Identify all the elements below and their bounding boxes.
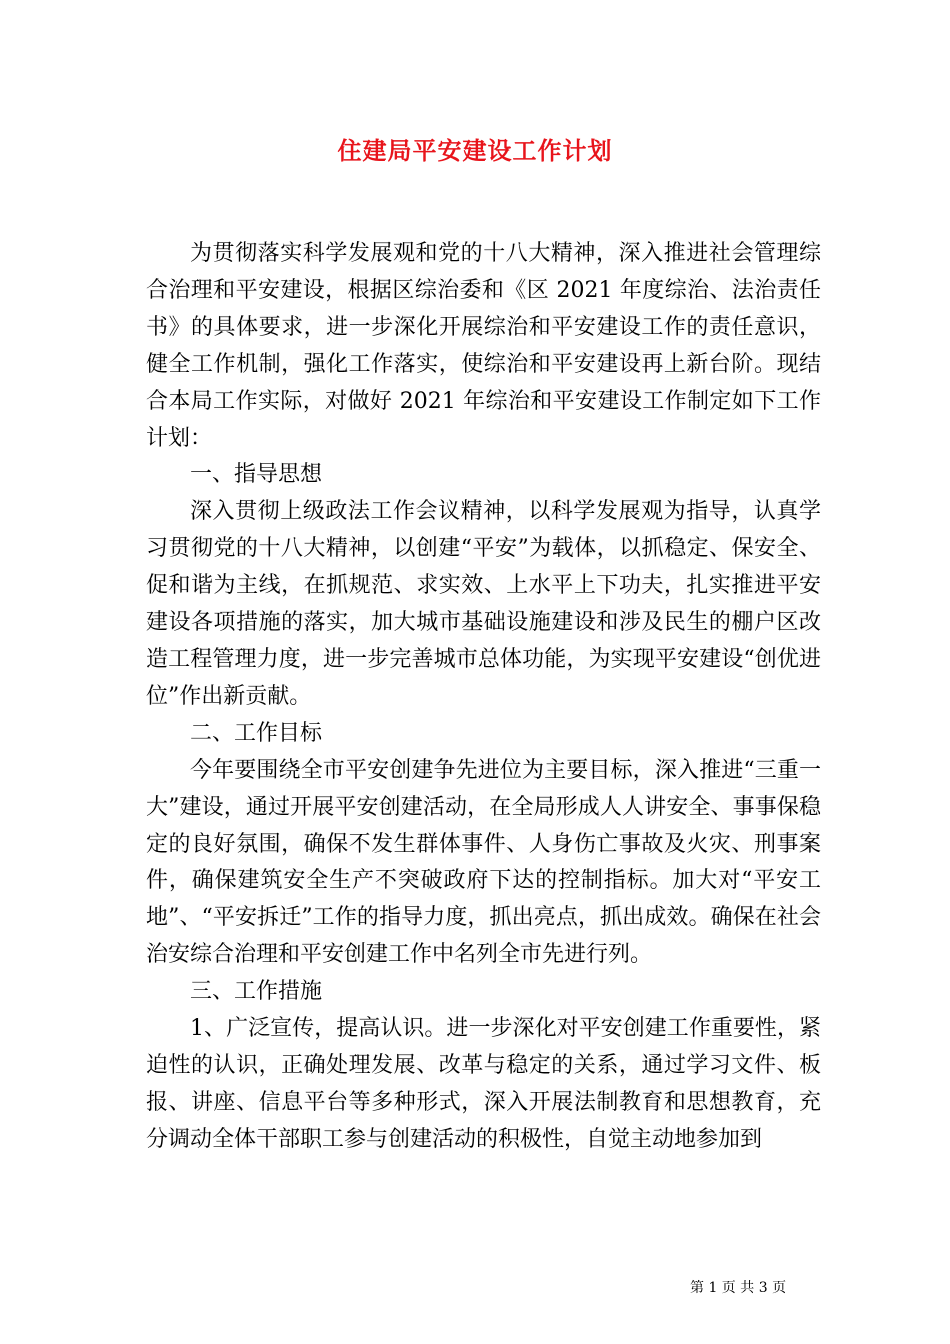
paragraph-guiding-ideology: 深入贯彻上级政法工作会议精神，以科学发展观为指导，认真学习贯彻党的十八大精神，以创建“平安”为载体，以抓稳定、保安全、促和谐为主线，在抓规范、求实效、上水平上下功夫，扎实推进平安建设各项措施的落实，加大城市基础设施建设和涉及民生的棚户区改造工程管理力度，进一步完善城市总体功能，为实现平安建设“创优进位”作出新贡献。 (146, 499, 821, 709)
page-number-footer: 第 1 页 共 3 页 (690, 1280, 787, 1296)
section-heading-work-goals: 二、工作目标 (190, 720, 323, 746)
paragraph-work-goals: 今年要围绕全市平安创建争先进位为主要目标，深入推进“三重一大”建设，通过开展平安创建活动，在全局形成人人讲安全、事事保稳定的良好氛围，确保不发生群体事件、人身伤亡事故及火灾、刑事案件，确保建筑安全生产不突破政府下达的控制指标。加大对“平安工地”、“平安拆迁”工作的指导力度，抓出亮点，抓出成效。确保在社会治安综合治理和平安创建工作中名列全市先进行列。 (146, 757, 821, 968)
paragraph-measure-1: 1、广泛宣传，提高认识。进一步深化对平安创建工作重要性，紧迫性的认识，正确处理发展、改革与稳定的关系，通过学习文件、板报、讲座、信息平台等多种形式，深入开展法制教育和思想教育，充分调动全体干部职工参与创建活动的积极性，自觉主动地参加到 (146, 1016, 821, 1152)
section-heading-guiding-ideology: 一、指导思想 (190, 462, 323, 488)
paragraph-intro: 为贯彻落实科学发展观和党的十八大精神，深入推进社会管理综合治理和平安建设，根据区综治委和《区 2021 年度综治、法治责任书》的具体要求，进一步深化开展综治和平安建设工作的责任意识，健全工作机制，强化工作落实，使综治和平安建设再上新台阶。现结合本局工作实际，对做好 2021 年综治和平安建设工作制定如下工作计划： (146, 241, 821, 451)
document-title: 住建局平安建设工作计划 (337, 136, 613, 165)
section-heading-work-measures: 三、工作措施 (190, 979, 323, 1005)
document-body (146, 236, 821, 1159)
